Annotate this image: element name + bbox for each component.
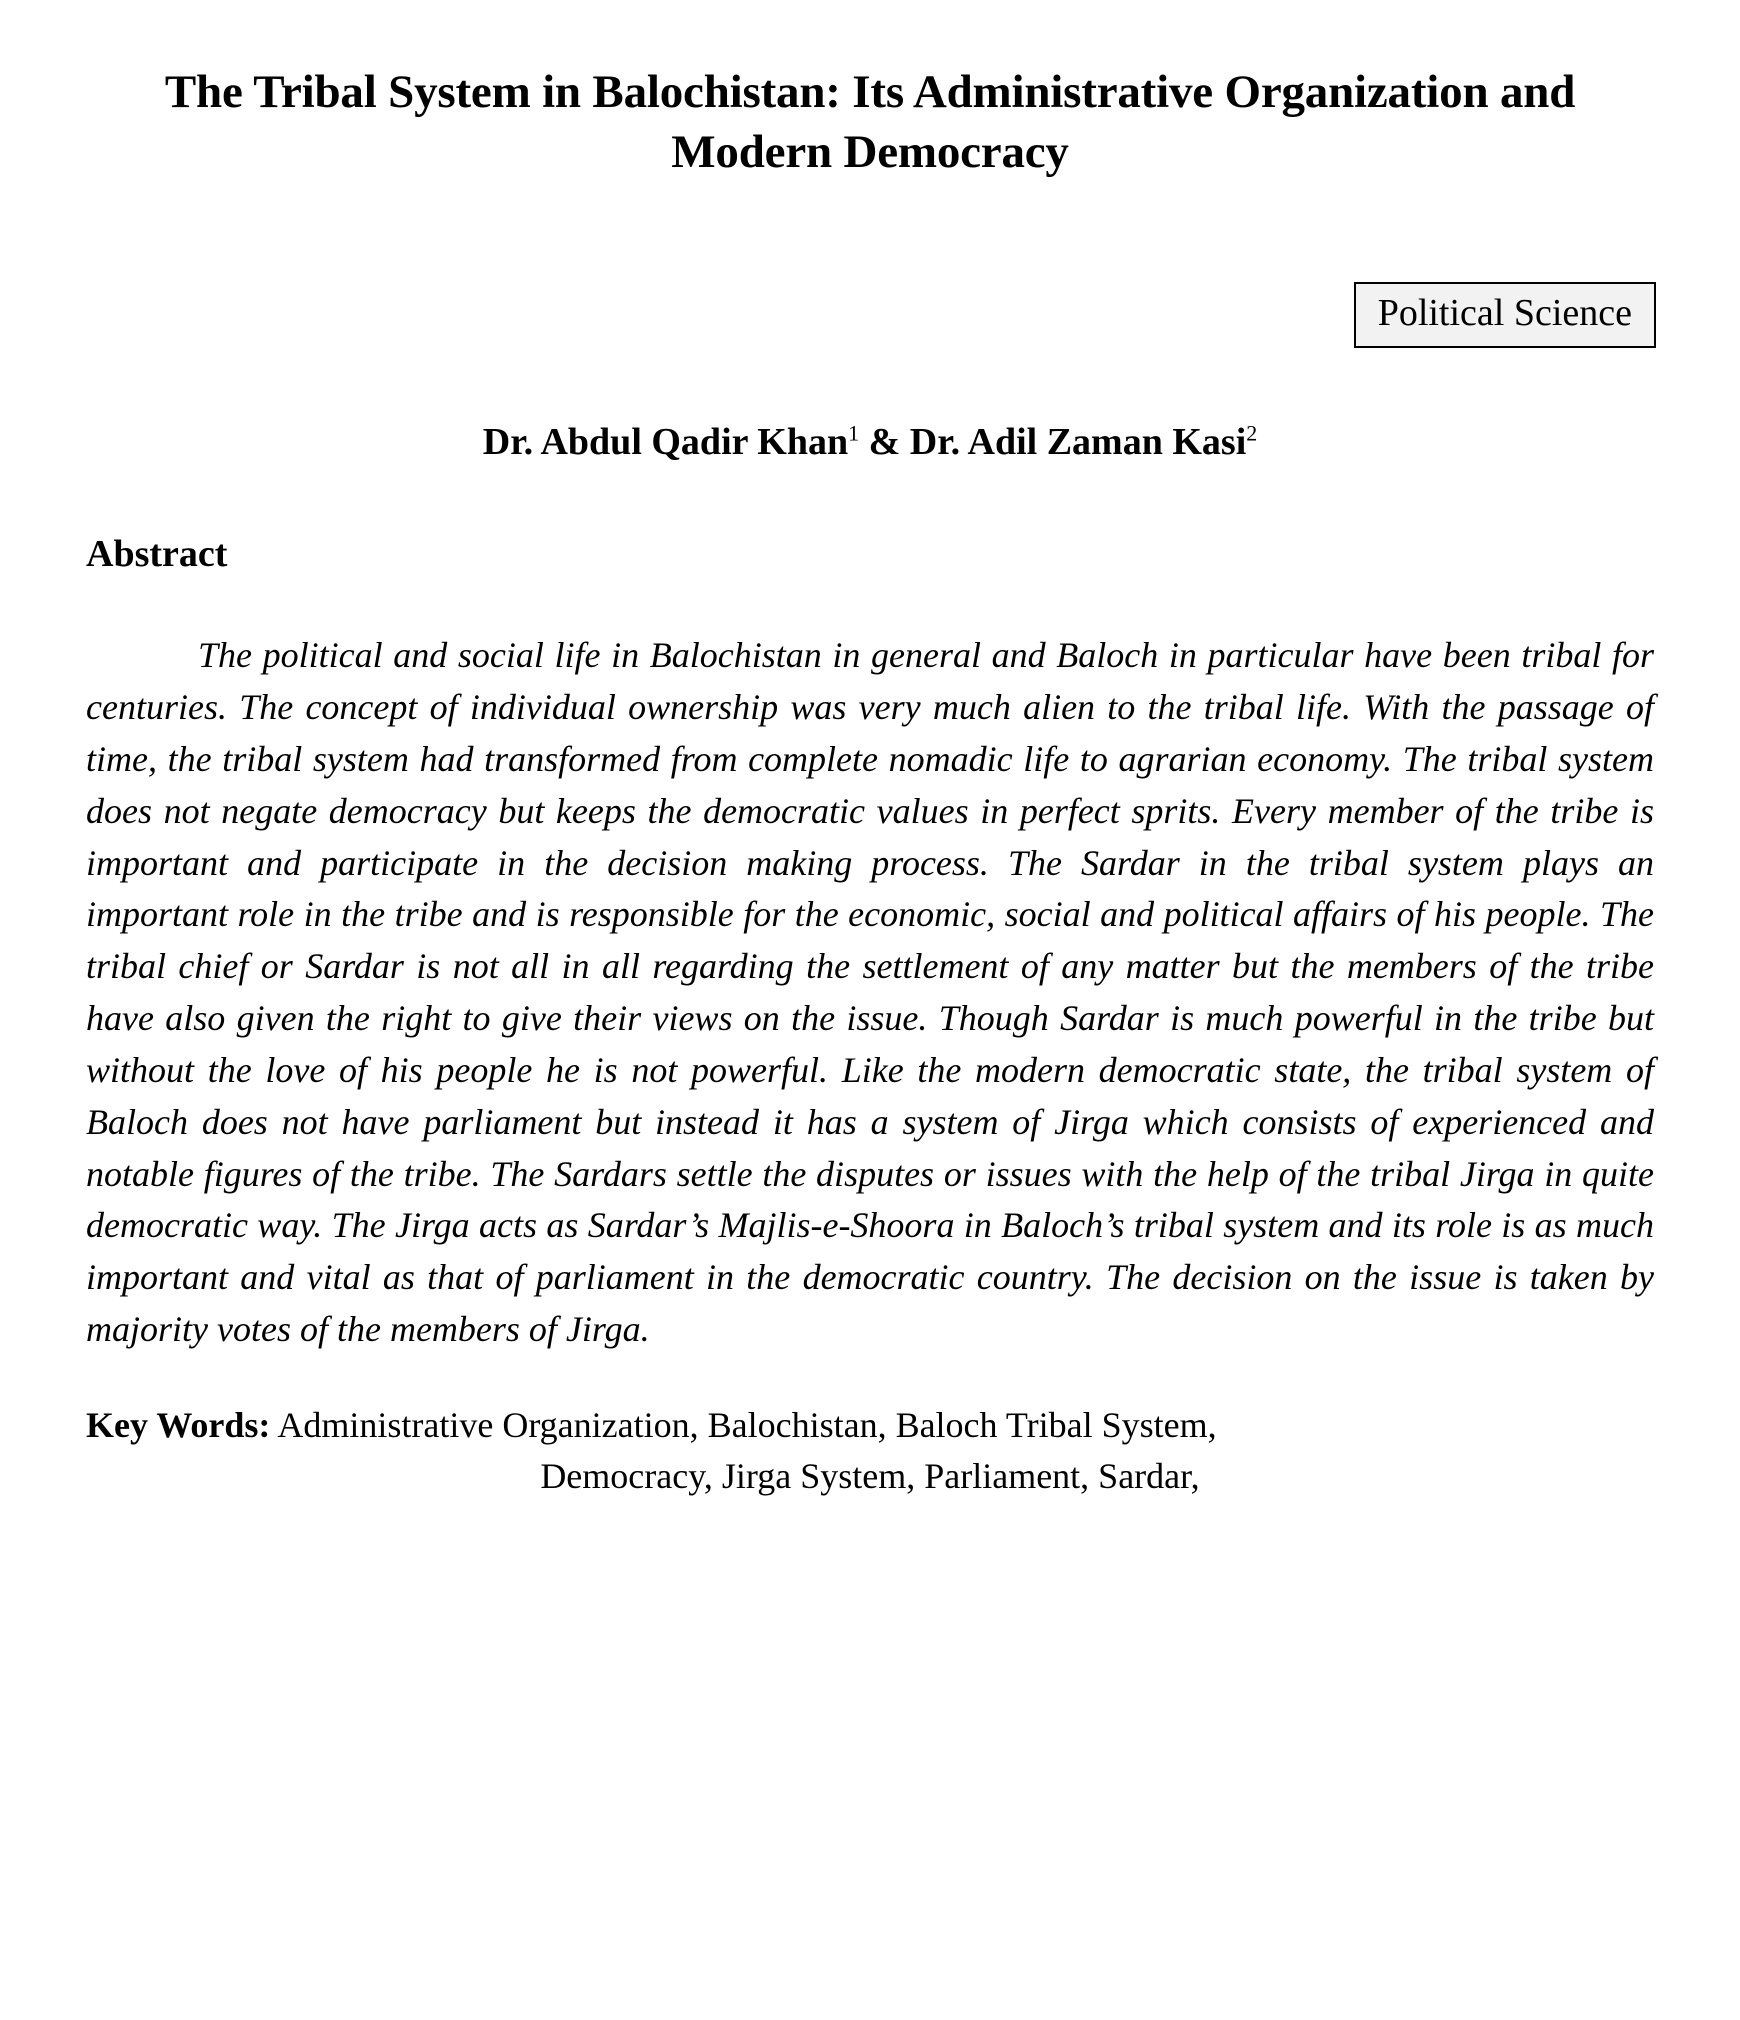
author-conjunction: & — [859, 421, 910, 464]
author-two-name: Dr. Adil Zaman Kasi — [909, 421, 1247, 464]
subject-badge: Political Science — [1354, 282, 1656, 348]
keywords-first-line — [86, 1400, 1654, 1451]
keywords-line-one-text: Administrative Organization, Balochistan, Baloch Tribal System, — [270, 1404, 1217, 1445]
keywords-section — [86, 1400, 1654, 1502]
author-line — [72, 420, 1668, 464]
author-two-footnote-marker: 2 — [1246, 420, 1258, 446]
abstract-text: The political and social life in Balochistan in general and Baloch in particular have been tribal for centuries. The concept of individual ownership was very much alien to the tribal life. With the passage of time, the tribal system had transformed from complete nomadic life to agrarian economy. The tribal system does not negate democracy but keeps the democratic values in perfect sprits. Every member of the tribe is important and participate in the decision making process. The Sardar in the tribal system plays an important role in the tribe and is responsible for the economic, social and political affairs of his people. The tribal chief or Sardar is not all in all regarding the settlement of any matter but the members of the tribe have also given the right to give their views on the issue. Though Sardar is much powerful in the tribe but without the love of his people he is not powerful. Like the modern democratic state, the tribal system of Baloch does not have parliament but instead it has a system of Jirga which consists of experienced and notable figures of the tribe. The Sardars settle the disputes or issues with the help of the tribal Jirga in quite democratic way. The Jirga acts as Sardar’s Majlis-e-Shoora in Baloch’s tribal system and its role is as much important and vital as that of parliament in the democratic country. The decision on the issue is taken by majority votes of the members of Jirga. — [86, 635, 1654, 1350]
page-title: The Tribal System in Balochistan: Its Administrative Organization and Modern Democracy — [164, 66, 1576, 179]
abstract-heading: Abstract — [86, 533, 228, 576]
author-one-name: Dr. Abdul Qadir Khan — [482, 421, 849, 464]
subject-badge-container — [72, 282, 1668, 348]
keywords-label: Key Words: — [86, 1404, 271, 1445]
keywords-line-two-text: Democracy, Jirga System, Parliament, Sardar, — [540, 1456, 1200, 1497]
author-one-footnote-marker: 1 — [848, 420, 860, 446]
